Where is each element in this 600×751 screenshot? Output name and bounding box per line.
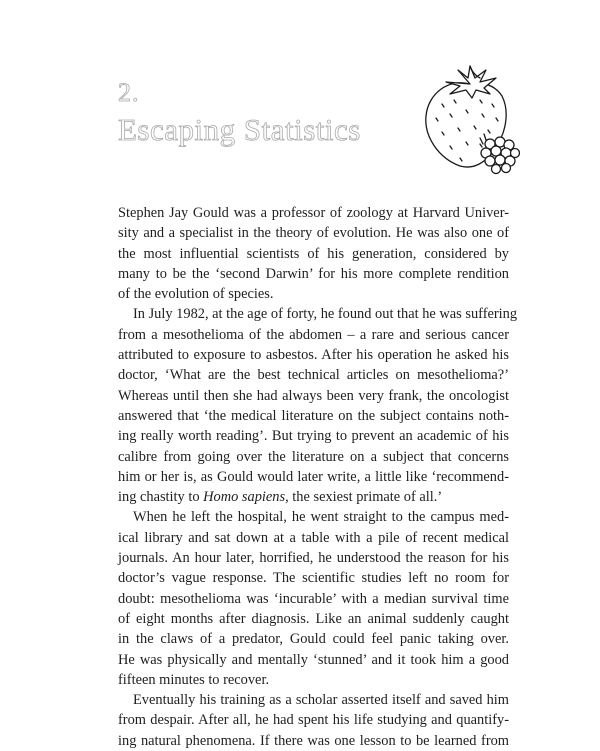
- text-line: doctor’s vague response. The scientific studies left no room for: [118, 570, 509, 587]
- text-line: the most influential scientists of his generation, considered by: [118, 245, 509, 262]
- text-line: of eight months after diagnosis. Like an animal suddenly caught: [118, 610, 509, 627]
- text-line: from a mesothelioma of the abdomen – a rare and serious cancer: [118, 326, 509, 343]
- text-line: ing natural phenomena. If there was one lesson to be learned from: [118, 732, 509, 749]
- text-line: [118, 487, 509, 507]
- text-line: When he left the hospital, he went straight to the campus med-: [133, 509, 509, 526]
- text-run: ing chastity to: [118, 489, 204, 506]
- paragraph-2: [118, 304, 518, 507]
- strawberry-and-raspberry-icon: [420, 64, 520, 176]
- text-line: In July 1982, at the age of forty, he found out that he was suffering: [133, 306, 518, 323]
- text-line: in the claws of a predator, Gould could feel panic taking over.: [118, 631, 509, 648]
- paragraph-3: [118, 507, 509, 690]
- text-line: attributed to exposure to asbestos. After his operation he asked his: [118, 347, 509, 364]
- paragraph-1: [118, 203, 509, 304]
- text-line: fifteen minutes to recover.: [118, 671, 270, 688]
- text-line: him or her is, as Gould would later write, a little like ‘recommend-: [118, 468, 509, 485]
- text-line: sity and a specialist in the theory of evolution. He was also one of: [118, 225, 509, 242]
- text-line: many to be the ‘second Darwin’ for his more complete rendition: [118, 265, 509, 282]
- chapter-number: 2.: [118, 78, 140, 107]
- text-line: of the evolution of species.: [118, 286, 274, 303]
- text-line: He was physically and mentally ‘stunned’ and it took him a good: [118, 651, 509, 668]
- text-line: answered that ‘the medical literature on the subject contains noth-: [118, 407, 509, 424]
- text-line: Eventually his training as a scholar asserted itself and saved him: [133, 692, 509, 709]
- body-text: [118, 203, 518, 751]
- text-line: calibre from going over the literature on a subject that concerns: [118, 448, 509, 465]
- text-line: Whereas until then she had always been very frank, the oncologist: [118, 387, 509, 404]
- text-line: Stephen Jay Gould was a professor of zoology at Harvard Univer-: [118, 205, 509, 221]
- text-line: doubt: mesothelioma was ‘incurable’ with a median survival time: [118, 590, 509, 607]
- paragraph-4: [118, 690, 509, 751]
- italic-text: Homo sapiens: [203, 489, 286, 506]
- text-line: doctor, ‘What are the best technical articles on mesothelioma?’: [118, 367, 509, 384]
- text-line: from despair. After all, he had spent his life studying and quantify-: [118, 712, 509, 729]
- text-line: ing really worth reading’. But trying to prevent an academic of his: [118, 428, 509, 445]
- text-line: journals. An hour later, horrified, he understood the reason for his: [118, 550, 509, 567]
- text-run: , the sexiest primate of all.’: [285, 489, 443, 506]
- text-line: ical library and sat down at a table with a pile of recent medical: [118, 529, 509, 546]
- chapter-title: Escaping Statistics: [118, 112, 361, 147]
